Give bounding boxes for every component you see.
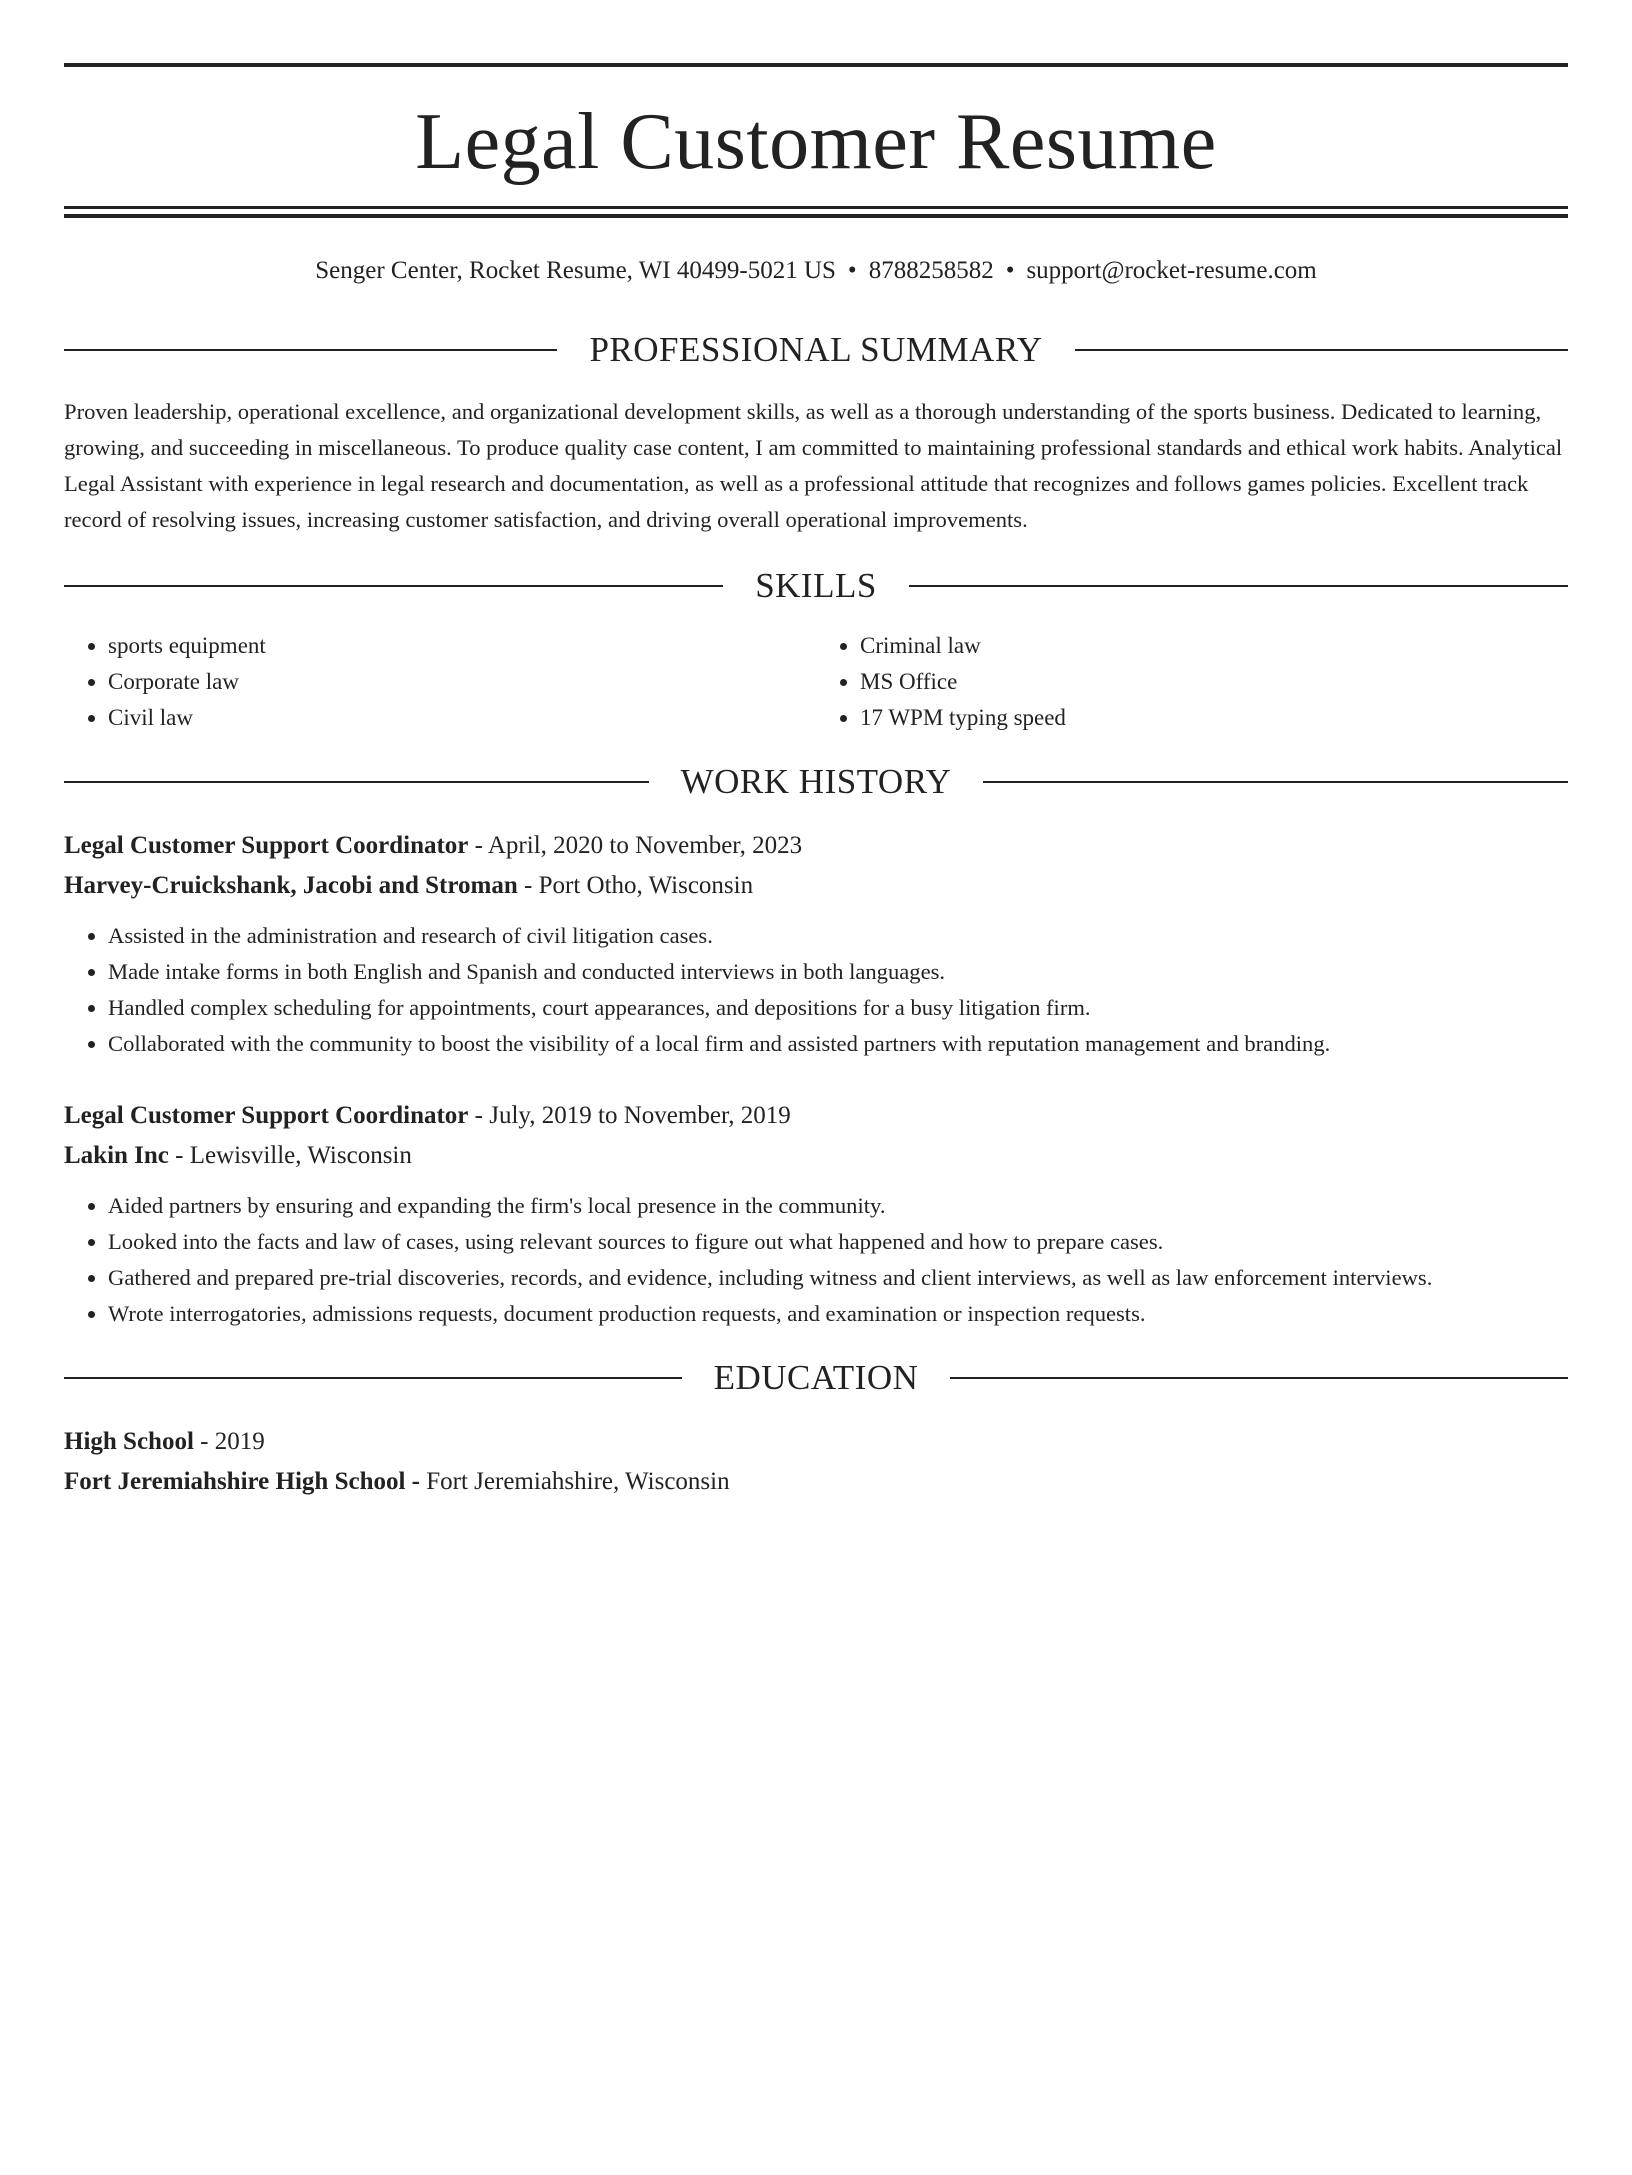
education-heading — [64, 1358, 1568, 1398]
job-bullet: • Wrote interrogatories, admissions requests, document production requests, and examination or inspection requests. — [108, 1296, 1568, 1332]
job-title-line: Legal Customer Support Coordinator - April, 2020 to November, 2023 — [64, 832, 803, 859]
job-bullets — [64, 1188, 1568, 1332]
job-location: Lewisville, Wisconsin — [189, 1142, 412, 1169]
job-dates: July, 2019 to November, 2019 — [489, 1102, 791, 1129]
work-heading — [64, 762, 1568, 802]
job-bullets — [64, 918, 1568, 1062]
job-title: Legal Customer Support Coordinator — [64, 832, 469, 859]
education-location: Fort Jeremiahshire, Wisconsin — [426, 1468, 730, 1495]
job-bullet: • Looked into the facts and law of cases, using relevant sources to figure out what happened and how to prepare cases. — [108, 1224, 1568, 1260]
contact-phone: 8788258582 — [868, 257, 994, 284]
title-double-rule — [64, 206, 1568, 218]
education-year: 2019 — [214, 1428, 265, 1455]
skill-item: • Criminal law — [860, 628, 1568, 664]
heading-rule-right — [950, 1377, 1568, 1379]
job-bullet: • Made intake forms in both English and Spanish and conducted interviews in both languages. — [108, 954, 1568, 990]
contact-line — [64, 254, 1568, 288]
job-entry — [64, 826, 1568, 1062]
job-company: Lakin Inc — [64, 1142, 169, 1169]
contact-separator: • — [847, 257, 857, 284]
contact-email: support@rocket-resume.com — [1026, 257, 1317, 284]
heading-rule-left — [64, 585, 723, 587]
education-entry — [64, 1422, 1568, 1502]
heading-rule-right — [983, 781, 1568, 783]
skill-item: • 17 WPM typing speed — [860, 700, 1568, 736]
skills-column-left — [64, 628, 816, 736]
skills-heading-text: SKILLS — [755, 566, 877, 605]
job-location: Port Otho, Wisconsin — [538, 872, 754, 899]
summary-heading-text: PROFESSIONAL SUMMARY — [589, 330, 1043, 369]
contact-address: Senger Center, Rocket Resume, WI 40499-5021 US — [315, 257, 836, 284]
education-heading-text: EDUCATION — [713, 1358, 919, 1397]
skill-item: • sports equipment — [108, 628, 816, 664]
job-title: Legal Customer Support Coordinator — [64, 1102, 469, 1129]
job-entry — [64, 1096, 1568, 1332]
heading-rule-right — [909, 585, 1568, 587]
resume-title: Legal Customer Resume — [415, 98, 1217, 186]
summary-heading — [64, 330, 1568, 370]
education-degree-line: High School - 2019 — [64, 1428, 265, 1455]
job-bullet: • Collaborated with the community to boost the visibility of a local firm and assisted partners with reputation management and branding. — [108, 1026, 1568, 1062]
work-heading-text: WORK HISTORY — [680, 762, 952, 801]
job-bullet: • Assisted in the administration and research of civil litigation cases. — [108, 918, 1568, 954]
heading-rule-left — [64, 781, 649, 783]
job-company-line: Lakin Inc - Lewisville, Wisconsin — [64, 1142, 412, 1169]
heading-rule-left — [64, 1377, 682, 1379]
skills-column-right — [816, 628, 1568, 736]
job-bullet: • Aided partners by ensuring and expanding the firm's local presence in the community. — [108, 1188, 1568, 1224]
job-company-line: Harvey-Cruickshank, Jacobi and Stroman - Port Otho, Wisconsin — [64, 872, 754, 899]
education-school-line: Fort Jeremiahshire High School - Fort Jeremiahshire, Wisconsin — [64, 1468, 730, 1495]
skills-heading — [64, 566, 1568, 606]
skills-list — [64, 628, 1568, 736]
job-company: Harvey-Cruickshank, Jacobi and Stroman — [64, 872, 518, 899]
contact-separator: • — [1005, 257, 1015, 284]
job-bullet: • Gathered and prepared pre-trial discoveries, records, and evidence, including witness and client interviews, as well as law enforcement interviews. — [108, 1260, 1568, 1296]
job-dates: April, 2020 to November, 2023 — [487, 832, 803, 859]
skill-item: • Civil law — [108, 700, 816, 736]
top-rule — [64, 63, 1568, 67]
skill-item: • MS Office — [860, 664, 1568, 700]
education-school: Fort Jeremiahshire High School — [64, 1468, 406, 1495]
job-title-line: Legal Customer Support Coordinator - July, 2019 to November, 2019 — [64, 1102, 791, 1129]
job-bullet: • Handled complex scheduling for appointments, court appearances, and depositions for a busy litigation firm. — [108, 990, 1568, 1026]
summary-text: Proven leadership, operational excellence, and organizational development skills, as well as a thorough understanding of the sports business. Dedicated to learning, growing, and succeeding in miscellaneous. To produce quality case content, I am committed to maintaining professional standards and ethical work habits. Analytical Legal Assistant with experience in legal research and documentation, as well as a professional attitude that recognizes and follows games policies. Excellent track record of resolving issues, increasing customer satisfaction, and driving overall operational improvements. — [64, 399, 1563, 532]
heading-rule-right — [1075, 349, 1568, 351]
heading-rule-left — [64, 349, 557, 351]
resume-page — [0, 63, 1632, 2175]
skill-item: • Corporate law — [108, 664, 816, 700]
education-degree: High School — [64, 1428, 194, 1455]
